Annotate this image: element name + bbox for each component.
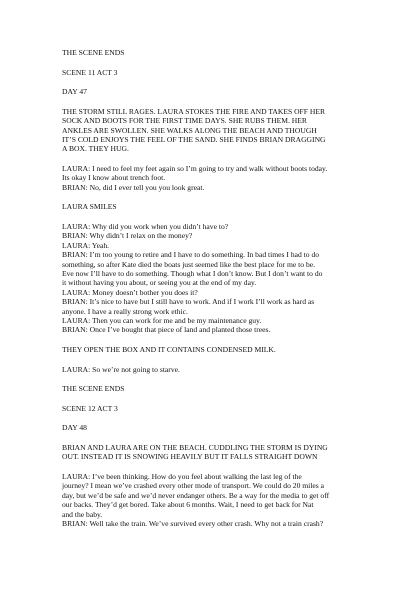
script-line: it without having you about, or seeing you at the end of my day. bbox=[62, 278, 257, 288]
script-line: BRIAN: Well take the train. We’ve survived every other crash. Why not a train crash? bbox=[62, 519, 324, 529]
script-line: SCENE 11 ACT 3 bbox=[62, 67, 118, 77]
script-paragraph bbox=[62, 345, 384, 354]
script-line: BRIAN: Why didn’t I relax on the money? bbox=[62, 231, 193, 241]
script-paragraph bbox=[62, 202, 384, 211]
script-paragraph bbox=[62, 423, 384, 432]
script-line: THE SCENE ENDS bbox=[62, 384, 125, 394]
script-line: journey? I mean we’ve crashed every other mode of transport. We could do 20 miles a bbox=[62, 481, 324, 491]
script-line: LAURA: Then you can work for me and be my maintenance guy. bbox=[62, 316, 262, 326]
script-paragraph bbox=[62, 404, 384, 413]
script-paragraph bbox=[62, 222, 384, 335]
script-line: and the baby. bbox=[62, 509, 103, 519]
script-paragraph bbox=[62, 87, 384, 96]
script-line: THEY OPEN THE BOX AND IT CONTAINS CONDENSED MILK. bbox=[62, 345, 276, 355]
script-line: LAURA: I’ve been thinking. How do you feel about walking the last leg of the bbox=[62, 472, 302, 482]
script-line: LAURA: Money doesn’t bother you does it? bbox=[62, 287, 198, 297]
script-line: DAY 48 bbox=[62, 423, 87, 433]
script-paragraph bbox=[62, 48, 384, 57]
script-paragraph bbox=[62, 164, 384, 192]
script-line: BRIAN: Once I’ve bought that piece of land and planted those trees. bbox=[62, 325, 271, 335]
script-line: something, so after Kate died the boats just seemed like the best place for me to be. bbox=[62, 259, 316, 269]
script-line: BRIAN: I’m too young to retire and I have to do something. In bad times I had to do bbox=[62, 250, 320, 260]
script-line: LAURA: So we’re not going to starve. bbox=[62, 364, 180, 374]
script-line: ANKLES ARE SWOLLEN. SHE WALKS ALONG THE BEACH AND THOUGH bbox=[62, 125, 317, 135]
script-line: OUT. INSTEAD IT IS SNOWING HEAVILY BUT IT FALLS STRAIGHT DOWN bbox=[62, 452, 318, 462]
script-line: Its okay I know about trench foot. bbox=[62, 173, 166, 183]
script-line: SCENE 12 ACT 3 bbox=[62, 403, 118, 413]
script-line: BRIAN: It’s nice to have but I still have to work. And if I work I’ll work as hard as bbox=[62, 297, 315, 307]
script-line: SOCK AND BOOTS FOR THE FIRST TIME DAYS. SHE RUBS THEM. HER bbox=[62, 116, 307, 126]
script-line: LAURA SMILES bbox=[62, 202, 117, 212]
script-line: our backs. They’d get bored. Take about 6 months. Wait, I need to get back for Nat bbox=[62, 500, 314, 510]
script-line: A BOX. THEY HUG. bbox=[62, 144, 129, 154]
script-line: LAURA: I need to feel my feet again so I’m going to try and walk without boots today. bbox=[62, 164, 328, 173]
script-paragraph bbox=[62, 68, 384, 77]
script-line: day, but we’d be safe and we’d never endanger others. Be a way for the media to get off bbox=[62, 490, 330, 500]
script-line: LAURA: Why did you work when you didn’t have to? bbox=[62, 222, 229, 231]
script-line: BRIAN: No, did I ever tell you you look great. bbox=[62, 182, 205, 192]
script-line: THE SCENE ENDS bbox=[62, 48, 125, 57]
script-line: THE STORM STILL RAGES. LAURA STOKES THE FIRE AND TAKES OFF HER bbox=[62, 106, 326, 116]
script-paragraph bbox=[62, 384, 384, 393]
script-paragraph bbox=[62, 365, 384, 374]
script-paragraph bbox=[62, 472, 384, 528]
script-paragraph bbox=[62, 107, 384, 154]
script-line: DAY 47 bbox=[62, 87, 87, 97]
script-line: Eve now I’ll have to do something. Though what I don’t know. But I don’t want to do bbox=[62, 269, 323, 279]
script-line: LAURA: Yeah. bbox=[62, 240, 110, 250]
script-line: IT’S COLD ENJOYS THE FEEL OF THE SAND. SHE FINDS BRIAN DRAGGING bbox=[62, 135, 326, 144]
script-line: BRIAN AND LAURA ARE ON THE BEACH. CUDDLING THE STORM IS DYING bbox=[62, 443, 328, 453]
script-line: anyone. I have a really strong work ethic. bbox=[62, 306, 188, 316]
script-paragraph bbox=[62, 443, 384, 462]
